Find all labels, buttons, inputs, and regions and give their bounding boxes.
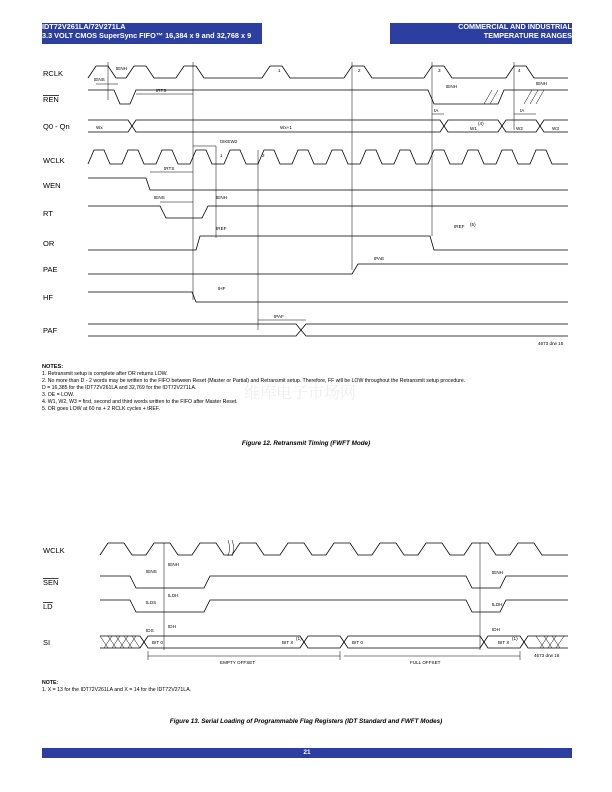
t-ref-2-note: (5) [470, 222, 476, 227]
fig12-caption: Figure 12. Retransmit Timing (FWFT Mode) [241, 440, 371, 447]
edge-2: 2 [358, 68, 361, 73]
note-2: 2. No more than D - 2 words may be written to the FIFO between Reset (Master or Partial) and Retransmit setup. Therefore, FF will be LOW throughout the Retransmit setup procedure. [42, 378, 466, 384]
wclk13-waveform [100, 543, 568, 555]
t-enh-2: tENH [216, 195, 227, 200]
t-enh-4: tENH [536, 81, 547, 86]
t13-dh-1: tDH [168, 624, 176, 629]
edge-4: 4 [518, 68, 521, 73]
t13-enh-2: tENH [492, 570, 503, 575]
rt-waveform [88, 206, 568, 218]
sig-hf: HF [43, 293, 53, 302]
t-pae: tPAE [374, 256, 385, 261]
t-enh-3: tENH [446, 84, 457, 89]
t-ref-2: tREF [454, 224, 465, 229]
fig13-note-title: NOTE: [42, 680, 59, 686]
q-w2: W2 [516, 126, 523, 131]
wen-waveform [88, 178, 568, 190]
t-rts-2: tRTS [164, 166, 175, 171]
t13-ens: tENS [146, 569, 157, 574]
t-ens-1: tENS [94, 77, 105, 82]
q-w1-note: (4) [478, 121, 484, 126]
note-1: 1. Retransmit setup is complete after OR returns LOW. [42, 371, 168, 377]
bit0-a: BIT 0 [152, 640, 163, 645]
t13-lds: tLDS [146, 600, 157, 605]
t13-ldh-1: tLDH [168, 593, 179, 598]
sig13-ld: LD [43, 602, 53, 611]
wclk-waveform [88, 150, 568, 164]
t13-dh-2: tDH [492, 627, 500, 632]
t-skew2: tSKEW2 [220, 139, 238, 144]
bitx-a: BIT X [282, 640, 294, 645]
sig-ren: REN [43, 95, 59, 104]
sen-waveform [100, 576, 568, 588]
fig12-notes [42, 364, 582, 413]
q-wx: Wx [96, 125, 103, 130]
sig-rclk: RCLK [43, 69, 64, 78]
q-wx1: Wx+1 [280, 125, 292, 130]
or-waveform [88, 236, 568, 250]
note-2b: D = 16,385 for the IDT72V261LA and 32,769 for the IDT72V271LA. [42, 385, 197, 391]
fig12-drw: 4673 drw 15 [538, 341, 564, 346]
sig-or: OR [43, 239, 55, 248]
t-ref-1: tREF [216, 226, 227, 231]
q-bus-top [88, 120, 568, 126]
full-offset: FULL OFFSET [410, 660, 441, 665]
note-5: 5. OR goes LOW at 60 ns + 2 RCLK cycles + tREF. [42, 406, 160, 412]
sig-paf: PAF [43, 326, 58, 335]
notes-title: NOTES: [42, 364, 64, 370]
t-rts-1: tRTS [156, 88, 167, 93]
fig13-drw: 4673 drw 16 [534, 653, 560, 658]
wclk-edge-1: 1 [220, 153, 223, 158]
q-bus-bottom [88, 126, 568, 132]
range-line-2: TEMPERATURE RANGES [483, 31, 572, 40]
paf-waveform-a [88, 324, 568, 336]
sig-wen: WEN [43, 181, 61, 190]
fig13-caption: Figure 13. Serial Loading of Programmable Flag Registers (IDT Standard and FWFT Modes) [169, 718, 443, 725]
hf-waveform [88, 292, 568, 302]
q-w1: W1 [470, 126, 477, 131]
page-number: 21 [303, 749, 311, 756]
t-ens-2: tENS [154, 195, 165, 200]
fig13-note-1: 1. X = 13 for the IDT72V261LA and X = 14 for the IDT72V271LA. [42, 687, 192, 693]
bit0-b: BIT 0 [352, 640, 363, 645]
edge-1: 1 [278, 68, 281, 73]
pae-waveform [88, 264, 568, 274]
note-3: 3. OE = LOW. [42, 392, 75, 398]
bitx-b-note: (1) [512, 636, 518, 641]
sig13-wclk: WCLK [43, 546, 65, 555]
empty-offset: EMPTY OFFSET [220, 660, 256, 665]
t13-ds: tDS [146, 628, 154, 633]
sig-pae: PAE [43, 265, 58, 274]
q-w3: W3 [552, 126, 559, 131]
fig13-note [42, 680, 191, 694]
edge-3: 3 [438, 68, 441, 73]
t-a-2: tA [520, 108, 525, 113]
note-4: 4. W1, W2, W3 = first, second and third words written to the FIFO after Master Reset. [42, 399, 238, 405]
t13-enh-1: tENH [168, 562, 179, 567]
t-paf: tPAF [274, 314, 284, 319]
wclk-edge-2: 2 [262, 153, 265, 158]
sig-rt: RT [43, 209, 53, 218]
page-footer [42, 748, 572, 758]
t-hf: tHF [218, 286, 226, 291]
sig13-sen: SEN [43, 578, 59, 587]
range-line-1: COMMERCIAL AND INDUSTRIAL [458, 22, 572, 31]
t-a-1: tA [434, 108, 439, 113]
sig-wclk: WCLK [43, 156, 65, 165]
part-number: IDT72V261LA/72V271LA [42, 22, 126, 31]
bitx-a-note: (1) [296, 636, 302, 641]
sig13-si: SI [43, 638, 51, 647]
rclk-waveform [88, 66, 568, 78]
bitx-b: BIT X [498, 640, 510, 645]
part-subtitle: 3.3 VOLT CMOS SuperSync FIFO™ 16,384 x 9 and 32,768 x 9 [42, 31, 252, 40]
t13-ldh-2: tLDH [492, 602, 503, 607]
t-enh-1: tENH [116, 66, 127, 71]
watermark: 维库电子市场网 [243, 385, 357, 402]
sig-q: Q0 - Qn [43, 122, 70, 131]
paf-waveform-b [88, 324, 568, 336]
